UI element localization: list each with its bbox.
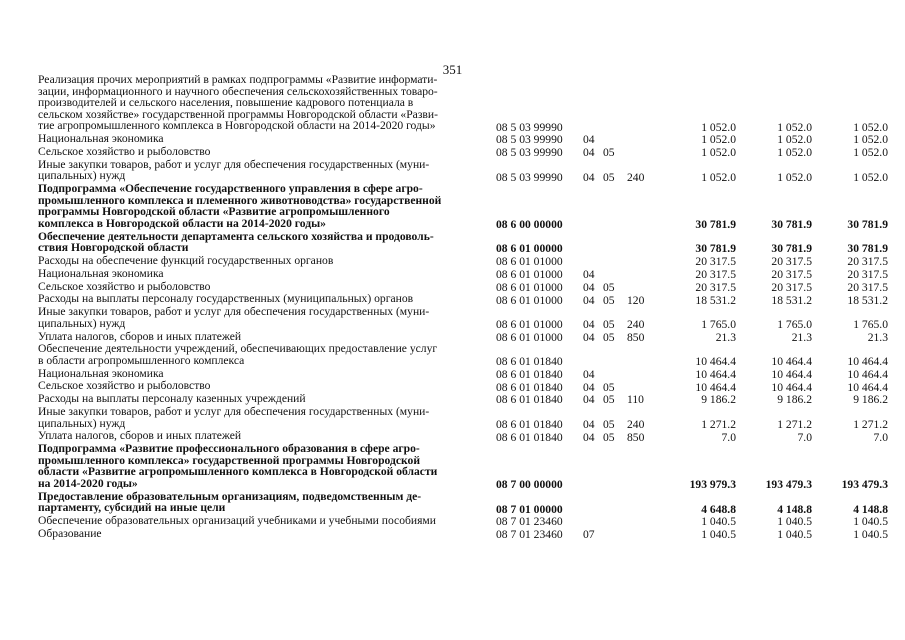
row-amount-year-1: 193 979.3 [689,478,736,492]
row-subsection-code: 05 [603,330,615,344]
table-row [38,268,888,281]
budget-table-body [38,74,888,541]
row-amount-year-1: 10 464.4 [695,355,736,369]
row-name: Сельское хозяйство и рыболовство [38,279,211,293]
row-subsection-code [603,183,627,231]
row-section-code: 04 [583,146,595,160]
row-section-code: 04 [583,133,595,147]
table-row [38,231,888,255]
row-amount-year-1: 1 271.2 [701,417,736,431]
row-amount-year-3: 10 464.4 [847,355,888,369]
row-name: Национальная экономика [38,132,164,146]
row-target-code: 08 6 01 01000 [496,268,563,281]
row-amount-year-1: 4 648.8 [701,502,736,516]
row-amount-year-3: 30 781.9 [847,242,888,256]
row-amount-year-2: 21.3 [791,330,812,344]
table-row [38,528,888,541]
row-subsection-code: 05 [603,430,615,444]
row-name: Расходы на выплаты персоналу казенных учреждений [38,392,306,406]
table-row [38,515,888,528]
row-amount-year-3: 10 464.4 [847,367,888,381]
table-row [38,255,888,268]
row-amount-year-3: 20 317.5 [847,280,888,294]
row-amount-year-2: 1 040.5 [777,528,812,542]
row-amount-year-1: 7.0 [721,430,736,444]
row-expense-type-code: 120 [627,293,645,307]
row-target-code: 08 6 01 01840 [496,430,563,444]
row-section-code: 04 [583,280,595,294]
row-amount-year-1: 1 052.0 [701,146,736,160]
row-name: Подпрограмма «Обеспечение государственного управления в сфере агро- промышленного комплекса и племенного животноводства» государственной программы Новгородской области «Развитие агропромышленного комплекса в Новгородской области на 2014-2020 годы» [38,182,442,230]
row-amount-year-2: 1 040.5 [777,515,812,529]
row-amount-year-1: 1 052.0 [701,120,736,134]
row-name: Сельское хозяйство и рыболовство [38,144,211,158]
row-amount-year-3: 1 040.5 [853,515,888,529]
row-amount-year-2: 1 052.0 [777,120,812,134]
row-amount-year-3: 20 317.5 [847,268,888,281]
row-amount-year-1: 1 040.5 [701,515,736,529]
row-amount-year-2: 10 464.4 [771,367,812,381]
row-amount-year-3: 1 052.0 [853,146,888,160]
table-row [38,183,888,231]
row-section-code [583,443,603,491]
row-amount-year-1: 18 531.2 [695,293,736,307]
row-amount-year-3: 1 052.0 [853,120,888,134]
table-row [38,406,888,430]
table-row [38,491,888,515]
row-amount-year-2: 1 052.0 [777,133,812,147]
row-name: Расходы на выплаты персоналу государственных (муниципальных) органов [38,292,414,306]
row-name: Национальная экономика [38,366,164,380]
row-name: Расходы на обеспечение функций государственных органов [38,254,334,268]
row-expense-type-code [627,281,658,294]
row-amount-year-1: 1 040.5 [701,528,736,542]
row-expense-type-code [627,74,658,133]
row-subsection-code [603,268,627,281]
row-section-code: 04 [583,330,595,344]
row-expense-type-code [627,380,658,393]
row-amount-year-3: 9 186.2 [853,393,888,407]
row-subsection-code [603,528,627,541]
row-amount-year-1: 21.3 [715,330,736,344]
row-amount-year-1: 20 317.5 [695,255,736,269]
row-expense-type-code [627,231,658,255]
row-target-code: 08 6 01 01840 [496,367,563,381]
row-section-code: 04 [583,317,595,331]
row-target-code: 08 6 01 01000 [496,280,563,294]
row-section-code [583,491,603,515]
row-subsection-code [603,443,627,491]
row-amount-year-3: 1 271.2 [853,417,888,431]
row-section-code [583,515,603,528]
row-target-code: 08 6 01 01000 [496,255,563,269]
page-number: 351 [442,62,463,77]
row-subsection-code [603,255,627,268]
row-target-code: 08 5 03 99990 [496,146,563,160]
row-target-code: 08 5 03 99990 [496,120,563,134]
row-section-code: 07 [583,528,595,542]
row-target-code: 08 7 00 00000 [496,478,563,492]
row-amount-year-2: 10 464.4 [771,355,812,369]
row-section-code [583,343,603,367]
row-subsection-code: 05 [603,280,615,294]
row-subsection-code: 05 [603,170,615,184]
row-name: Сельское хозяйство и рыболовство [38,379,211,393]
row-target-code: 08 7 01 23460 [496,515,563,529]
row-expense-type-code [627,491,658,515]
row-amount-year-3: 4 148.8 [853,502,888,516]
row-section-code: 04 [583,268,595,281]
row-name: Реализация прочих мероприятий в рамках подпрограммы «Развитие информати- зации, информационного и научного обеспечения сельскохозяйственных товаро- производителей и сельского населения, повышение кадрового потенциала в сельском хозяйстве» государственной программы Новгородской области «Разви- тие агропромышленного комплекса в Новгородской области на 2014-2020 годы» [38,73,438,133]
row-subsection-code: 05 [603,380,615,394]
row-target-code: 08 6 01 01000 [496,330,563,344]
row-section-code: 04 [583,417,595,431]
row-section-code [583,231,603,255]
row-subsection-code [603,231,627,255]
row-section-code [583,183,603,231]
row-name: Уплата налогов, сборов и иных платежей [38,329,242,343]
row-amount-year-1: 1 052.0 [701,170,736,184]
row-name: Иные закупки товаров, работ и услуг для обеспечения государственных (муни- ципальных) нужд [38,305,430,330]
row-subsection-code: 05 [603,393,615,407]
row-amount-year-1: 9 186.2 [701,393,736,407]
row-expense-type-code [627,515,658,528]
row-target-code: 08 7 01 00000 [496,502,563,516]
row-section-code: 04 [583,367,595,381]
row-target-code: 08 6 01 01000 [496,293,563,307]
row-amount-year-2: 20 317.5 [771,268,812,281]
row-amount-year-2: 30 781.9 [771,218,812,232]
row-expense-type-code [627,443,658,491]
table-row [38,159,888,183]
row-expense-type-code: 850 [627,330,645,344]
row-subsection-code [603,133,627,146]
row-target-code: 08 7 01 23460 [496,528,563,542]
row-amount-year-2: 30 781.9 [771,242,812,256]
row-name: Обеспечение образовательных организаций учебниками и учебными пособиями [38,514,436,528]
row-amount-year-3: 21.3 [867,330,888,344]
table-row [38,443,888,491]
row-amount-year-1: 30 781.9 [695,242,736,256]
row-subsection-code [603,368,627,381]
row-name: Предоставление образовательным организациям, подведомственным де- партаменту, субсидий на иные цели [38,489,422,515]
row-name: Обеспечение деятельности учреждений, обеспечивающих предоставление услуг в области агропромышленного комплекса [38,342,438,367]
row-amount-year-3: 10 464.4 [847,380,888,394]
row-amount-year-1: 1 765.0 [701,317,736,331]
row-amount-year-2: 7.0 [797,430,812,444]
row-amount-year-1: 20 317.5 [695,280,736,294]
row-subsection-code: 05 [603,317,615,331]
row-section-code: 04 [583,380,595,394]
row-target-code: 08 6 01 00000 [496,242,563,256]
row-amount-year-1: 10 464.4 [695,380,736,394]
row-amount-year-3: 1 040.5 [853,528,888,542]
row-amount-year-3: 1 052.0 [853,170,888,184]
row-section-code: 04 [583,170,595,184]
row-name: Образование [38,526,102,540]
table-row [38,74,888,133]
row-amount-year-3: 1 052.0 [853,133,888,147]
row-subsection-code [603,491,627,515]
row-target-code: 08 6 01 01840 [496,417,563,431]
table-row [38,146,888,159]
row-expense-type-code [627,146,658,159]
row-target-code: 08 6 00 00000 [496,218,563,232]
row-amount-year-3: 18 531.2 [847,293,888,307]
row-amount-year-1: 30 781.9 [695,218,736,232]
row-amount-year-1: 1 052.0 [701,133,736,147]
budget-table-container [38,74,888,541]
row-subsection-code: 05 [603,146,615,160]
row-name: Иные закупки товаров, работ и услуг для обеспечения государственных (муни- ципальных) нужд [38,157,430,183]
row-target-code: 08 6 01 01840 [496,355,563,369]
row-section-code [583,74,603,133]
row-expense-type-code [627,343,658,367]
row-subsection-code [603,343,627,367]
row-amount-year-3: 193 479.3 [841,478,888,492]
row-name: Национальная экономика [38,266,164,280]
row-name: Иные закупки товаров, работ и услуг для обеспечения государственных (муни- ципальных) нужд [38,405,430,430]
row-expense-type-code: 240 [627,170,645,184]
row-name: Обеспечение деятельности департамента сельского хозяйства и продоволь- ствия Новгородской области [38,229,434,255]
row-target-code: 08 5 03 99990 [496,170,563,184]
row-name: Подпрограмма «Развитие профессионального образования в сфере агро- промышленного комплекса» государственной программы Новгородской области «Развитие агропромышленного комплекса в Новгородской области на 2014-2020 годы» [38,442,438,490]
row-amount-year-2: 1 271.2 [777,417,812,431]
row-amount-year-2: 10 464.4 [771,380,812,394]
row-expense-type-code [627,268,658,281]
row-amount-year-3: 30 781.9 [847,218,888,232]
row-amount-year-1: 10 464.4 [695,367,736,381]
table-row [38,343,888,367]
row-section-code: 04 [583,393,595,407]
row-amount-year-2: 1 052.0 [777,146,812,160]
row-amount-year-1: 20 317.5 [695,268,736,281]
row-expense-type-code [627,183,658,231]
row-subsection-code: 05 [603,417,615,431]
row-subsection-code [603,74,627,133]
table-row [38,306,888,330]
row-section-code: 04 [583,430,595,444]
row-target-code: 08 6 01 01840 [496,393,563,407]
row-amount-year-2: 4 148.8 [777,502,812,516]
row-expense-type-code: 240 [627,317,645,331]
row-subsection-code [603,515,627,528]
row-subsection-code: 05 [603,293,615,307]
row-expense-type-code [627,368,658,381]
row-amount-year-2: 9 186.2 [777,393,812,407]
row-amount-year-2: 20 317.5 [771,280,812,294]
row-amount-year-2: 18 531.2 [771,293,812,307]
row-expense-type-code: 850 [627,430,645,444]
row-amount-year-3: 20 317.5 [847,255,888,269]
row-expense-type-code [627,528,658,541]
row-amount-year-2: 20 317.5 [771,255,812,269]
row-expense-type-code: 240 [627,417,645,431]
row-amount-year-3: 1 765.0 [853,317,888,331]
row-section-code: 04 [583,293,595,307]
row-target-code: 08 6 01 01840 [496,380,563,394]
row-amount-year-3: 7.0 [873,430,888,444]
row-expense-type-code [627,133,658,146]
row-amount-year-2: 1 765.0 [777,317,812,331]
row-expense-type-code: 110 [627,393,644,407]
row-target-code: 08 6 01 01000 [496,317,563,331]
row-name: Уплата налогов, сборов и иных платежей [38,429,242,443]
row-expense-type-code [627,255,658,268]
row-amount-year-2: 1 052.0 [777,170,812,184]
row-target-code: 08 5 03 99990 [496,133,563,147]
budget-table [38,74,888,541]
row-amount-year-2: 193 479.3 [765,478,812,492]
row-section-code [583,255,603,268]
